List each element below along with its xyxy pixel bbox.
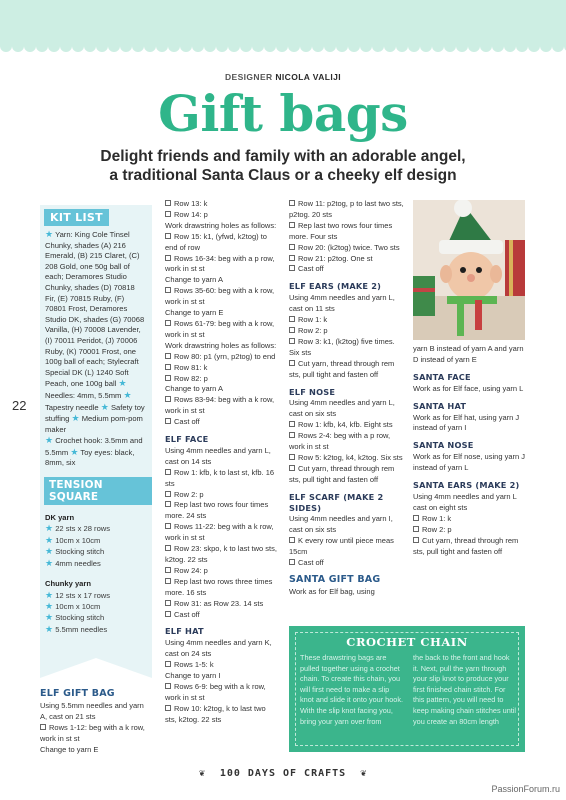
instruction-line <box>165 704 278 726</box>
checkbox-icon[interactable] <box>413 537 419 543</box>
checkbox-icon[interactable] <box>289 222 295 228</box>
leaf-icon: ❦ <box>360 768 368 779</box>
instruction-line <box>165 446 278 468</box>
instruction-text: Rep last two rows three times more. 16 sts <box>165 576 273 597</box>
instruction-line <box>289 264 406 275</box>
instruction-line <box>165 341 278 352</box>
santa-hat-text: Work as for Elf hat, using yarn J instead of yarn I <box>413 412 520 433</box>
checkbox-icon[interactable] <box>289 465 295 471</box>
tension-item: Stocking stitch <box>55 613 105 623</box>
tension-item: Stocking stitch <box>55 547 105 557</box>
instruction-text: Work drawstring holes as follows: <box>165 340 277 350</box>
subtitle-line-2: a traditional Santa Claus or a cheeky elf design <box>109 167 457 184</box>
instruction-text: Cut yarn, thread through rem sts, pull tight and fasten off <box>289 463 395 484</box>
checkbox-icon[interactable] <box>165 255 171 261</box>
crochet-chain-heading: CROCHET CHAIN <box>346 635 468 649</box>
elf-gift-bag-heading: ELF GIFT BAG <box>40 688 115 699</box>
santa-face-heading: SANTA FACE <box>413 371 471 382</box>
instruction-text: Rep last two rows four times more. 24 sts <box>165 500 269 521</box>
instruction-text: Row 5: k2tog, k4, k2tog. Six sts <box>298 452 403 462</box>
instruction-line <box>165 544 278 566</box>
instruction-line <box>413 492 527 514</box>
instruction-text: Change to yarn E <box>165 308 224 318</box>
instruction-line <box>289 464 406 486</box>
designer-name: NICOLA VALIJI <box>275 72 342 82</box>
instruction-text: Change to yarn I <box>165 671 221 681</box>
magazine-footer <box>0 768 566 779</box>
kit-item: Safety toy stuffing <box>45 402 145 424</box>
instruction-text: Cast off <box>174 609 200 619</box>
instruction-line <box>289 326 406 337</box>
instruction-text: K every row until piece meas 15cm <box>289 536 394 557</box>
instruction-text: Row 11: p2tog, p to last two sts, p2tog. 20 sts <box>289 199 404 219</box>
instruction-text: Cast off <box>174 417 200 427</box>
page-number: 22 <box>12 398 27 413</box>
instruction-text: Row 21: p2tog. One st <box>298 253 373 263</box>
checkbox-icon[interactable] <box>413 526 419 532</box>
instruction-line <box>165 577 278 599</box>
instruction-line <box>165 199 278 210</box>
page-title: Gift bags <box>158 84 408 143</box>
instruction-line <box>165 352 278 363</box>
checkbox-icon[interactable] <box>289 244 295 250</box>
instruction-text: Row 1: kfb, k4, kfb. Eight sts <box>298 420 393 430</box>
crochet-text-right: the back to the front and hook it. Next, pull the yarn through your slip knot to produce your first finished chain stitch. For this pattern, you will need to keep making chain stitches until you create an 80cm length <box>413 653 517 726</box>
instruction-text: Using 4mm needles and yarn L, cast on 14 sts <box>165 445 271 466</box>
tension-item: 10cm x 10cm <box>55 601 101 611</box>
star-icon: ★ <box>45 229 54 239</box>
santa-nose-heading: SANTA NOSE <box>413 440 474 451</box>
instruction-line <box>289 221 406 243</box>
kit-item: Tapestry needle <box>45 402 99 412</box>
instruction-line <box>165 417 278 428</box>
instruction-text: Row 23: skpo, k to last two sts, k2tog. 22 sts <box>165 544 277 564</box>
instruction-line <box>165 395 278 417</box>
kit-item: Needles: 4mm, 5.5mm <box>45 390 122 400</box>
instruction-line <box>289 398 406 420</box>
checkbox-icon[interactable] <box>165 578 171 584</box>
instruction-text: Rows 61-79: beg with a k row, work in st st <box>165 318 275 339</box>
instruction-text: Rows 35-60: beg with a k row, work in st st <box>165 286 275 307</box>
checkbox-icon[interactable] <box>289 255 295 261</box>
checkbox-icon[interactable] <box>165 705 171 711</box>
checkbox-icon[interactable] <box>165 287 171 293</box>
checkbox-icon[interactable] <box>165 211 171 217</box>
subtitle-line-1: Delight friends and family with an adorable angel, <box>100 148 466 165</box>
kit-list-panel <box>40 205 152 642</box>
watermark: PassionForum.ru <box>491 784 560 794</box>
star-icon: ★ <box>100 401 109 412</box>
instruction-text: Row 1: k <box>422 513 452 523</box>
page-subtitle <box>60 147 506 185</box>
instruction-line <box>165 468 278 490</box>
instruction-line <box>165 254 278 276</box>
instruction-text: Cast off <box>298 264 324 274</box>
instruction-text: Row 3: k1, (k2tog) five times. Six sts <box>289 336 395 357</box>
tension-item: 5.5mm needles <box>55 624 108 634</box>
checkbox-icon[interactable] <box>413 515 419 521</box>
checkbox-icon[interactable] <box>165 320 171 326</box>
instruction-line <box>289 359 406 381</box>
star-icon: ★ <box>70 446 79 457</box>
kit-item: Medium pom-pom maker <box>45 414 143 434</box>
top-scallop-border <box>0 0 566 58</box>
instruction-text: Cut yarn, thread through rem sts, pull tight and fasten off <box>289 358 395 379</box>
checkbox-icon[interactable] <box>165 200 171 206</box>
instruction-text: Cut yarn, thread through rem sts, pull tight and fasten off <box>413 535 519 556</box>
instruction-line <box>165 671 278 682</box>
checkbox-icon[interactable] <box>289 454 295 460</box>
instruction-text: Change to yarn A <box>165 275 223 285</box>
instruction-text: Using 4mm needles and yarn K, cast on 24 sts <box>165 638 272 659</box>
crochet-text-left: These drawstring bags are pulled together using a crochet chain. To create this chain, you will first need to make a slip knot and slide it onto your hook. With the slip knot facing you, bring your yarn over from <box>300 653 404 726</box>
star-icon: ★ <box>45 534 54 545</box>
kit-item: Yarn: King Cole Tinsel Chunky, shades (A) 216 Emerald, (B) 215 Claret, (C) 208 Gold, one 50g ball of each; Deramores Studio Chunky, shades (D) 70818 Fir, (E) 70815 Ruby, (F) 70801 Frost, Deramores Studio DK, shades (G) 70068 Vanilla, (H) 70008 Lavender, (I) 70011 Peridot, (J) 70006 Ruby, (K) 70001 Frost, one 100g ball of each; Stylecraft Special DK (L) 1240 Soft Peach, one 100g ball <box>45 230 145 389</box>
instruction-line <box>289 514 406 536</box>
instruction-line <box>289 420 406 431</box>
instruction-line <box>289 254 406 265</box>
instruction-line <box>165 319 278 341</box>
checkbox-icon[interactable] <box>165 364 171 370</box>
instruction-line <box>165 286 278 308</box>
star-icon: ★ <box>45 589 54 600</box>
instruction-line <box>289 315 406 326</box>
star-icon: ★ <box>45 612 54 623</box>
checkbox-icon[interactable] <box>165 396 171 402</box>
instruction-line <box>165 384 278 395</box>
instruction-line <box>289 243 406 254</box>
checkbox-icon[interactable] <box>165 353 171 359</box>
instruction-text: Row 31: as Row 23. 14 sts <box>174 598 264 608</box>
elf-nose-heading: ELF NOSE <box>289 386 336 397</box>
instruction-text: Row 81: k <box>174 362 208 372</box>
instruction-line <box>165 500 278 522</box>
pattern-column-2 <box>165 199 278 726</box>
instruction-line <box>289 558 406 569</box>
instruction-line <box>165 682 278 704</box>
pattern-column-4 <box>413 344 527 557</box>
instruction-line <box>165 374 278 385</box>
instruction-line <box>289 536 406 558</box>
checkbox-icon[interactable] <box>289 360 295 366</box>
elf-gift-bag-intro: Using 5.5mm needles and yarn A, cast on 21 sts <box>40 700 144 721</box>
instruction-text: Rep last two rows four times more. Four sts <box>289 220 393 241</box>
checkbox-icon[interactable] <box>165 469 171 475</box>
col4-intro: yarn B instead of yarn A and yarn D instead of yarn E <box>413 344 524 364</box>
checkbox-icon[interactable] <box>289 327 295 333</box>
checkbox-icon[interactable] <box>165 611 171 617</box>
instruction-line <box>165 210 278 221</box>
checkbox-icon[interactable] <box>289 559 295 565</box>
instruction-text: Row 10: k2tog, k to last two sts, k2tog. 22 sts <box>165 703 266 724</box>
instruction-text: Cast off <box>298 558 324 568</box>
instruction-line <box>165 566 278 577</box>
instruction-text: Row 1: kfb, k to last st, kfb. 16 sts <box>165 467 275 488</box>
designer-credit <box>0 72 566 82</box>
instruction-line <box>413 525 527 536</box>
tension-chunky-group <box>40 579 152 635</box>
checkbox-icon[interactable] <box>165 375 171 381</box>
footer-text: 100 DAYS OF CRAFTS <box>219 768 347 779</box>
crochet-chain-box <box>289 626 525 752</box>
instruction-line <box>165 232 278 254</box>
instruction-text: Work drawstring holes as follows: <box>165 220 277 230</box>
tension-item: 12 sts x 17 rows <box>55 590 111 600</box>
checkbox-icon[interactable] <box>289 316 295 322</box>
instruction-line <box>289 199 406 221</box>
instruction-text: Rows 1-5: k <box>174 660 214 670</box>
checkbox-icon[interactable] <box>289 338 295 344</box>
santa-hat-heading: SANTA HAT <box>413 400 467 411</box>
santa-face-text: Work as for Elf face, using yarn L <box>413 383 524 393</box>
instruction-text: Change to yarn A <box>165 384 223 394</box>
kit-item: Crochet hook: 3.5mm and 5.5mm <box>45 436 143 457</box>
instruction-text: Row 13: k <box>174 199 208 208</box>
checkbox-icon[interactable] <box>289 421 295 427</box>
instruction-line <box>413 536 527 558</box>
checkbox-icon[interactable] <box>165 661 171 667</box>
star-icon: ★ <box>45 623 54 634</box>
instruction-line <box>165 363 278 374</box>
star-icon: ★ <box>45 600 54 611</box>
instruction-text: Row 20: (k2tog) twice. Two sts <box>298 242 400 252</box>
star-icon: ★ <box>45 435 54 446</box>
tension-chunky-heading: Chunky yarn <box>45 579 91 589</box>
elf-face-heading: ELF FACE <box>165 434 209 445</box>
instruction-line <box>165 275 278 286</box>
instruction-text: Row 1: k <box>298 315 328 325</box>
designer-label: DESIGNER <box>224 72 273 82</box>
santa-nose-text: Work as for Elf nose, using yarn J instead of yarn L <box>413 452 525 473</box>
elf-hat-heading: ELF HAT <box>165 626 204 637</box>
tension-item: 10cm x 10cm <box>55 535 101 545</box>
instruction-text: Rows 83-94: beg with a k row, work in st st <box>165 395 275 416</box>
instruction-line <box>165 660 278 671</box>
instruction-line <box>413 514 527 525</box>
instruction-text: Rows 16-34: beg with a p row, work in st st <box>165 253 275 274</box>
tension-square-heading: TENSION SQUARE <box>44 477 152 505</box>
instruction-line <box>289 431 406 453</box>
instruction-text: Using 4mm needles and yarn L cast on eight sts <box>413 491 517 512</box>
instruction-line <box>165 599 278 610</box>
instruction-text: Rows 6-9: beg with a k row, work in st st <box>165 681 266 702</box>
checkbox-icon[interactable] <box>165 523 171 529</box>
instruction-text: Row 82: p <box>174 373 208 383</box>
santa-ears-heading: SANTA EARS (MAKE 2) <box>413 480 520 491</box>
checkbox-icon[interactable] <box>289 200 295 206</box>
elf-gift-bag-section <box>40 683 152 755</box>
instruction-line: Change to yarn E <box>40 744 99 754</box>
instruction-text: Row 15: k1, (yfwd, k2tog) to end of row <box>165 231 267 252</box>
star-icon: ★ <box>123 389 132 400</box>
star-icon: ★ <box>45 557 54 568</box>
instruction-text: Row 80: p1 (yrn, p2tog) to end <box>174 351 276 361</box>
instruction-line <box>165 638 278 660</box>
checkbox-icon[interactable] <box>165 600 171 606</box>
instruction-line <box>165 308 278 319</box>
kit-panel-pennant-tip <box>40 640 152 678</box>
checkbox-icon[interactable] <box>165 501 171 507</box>
star-icon: ★ <box>45 546 54 557</box>
checkbox-icon[interactable] <box>289 537 295 543</box>
instruction-line <box>165 522 278 544</box>
kit-item: Toy eyes: black, 8mm, six <box>45 447 135 468</box>
instruction-text: Row 14: p <box>174 209 208 219</box>
instruction-text: Row 24: p <box>174 565 208 575</box>
leaf-icon: ❦ <box>198 768 206 779</box>
santa-gift-bag-heading: SANTA GIFT BAG <box>289 574 381 585</box>
instruction-line <box>165 221 278 232</box>
kit-list-body <box>40 226 152 469</box>
instruction-text: Rows 11-22: beg with a k row, work in st st <box>165 522 274 543</box>
instruction-line <box>289 453 406 464</box>
instruction-text: Using 4mm needles and yarn L, cast on six sts <box>289 398 395 419</box>
checkbox-icon[interactable] <box>165 491 171 497</box>
instruction-text: Using 4mm needles and yarn L, cast on 11 sts <box>289 293 395 314</box>
tension-dk-heading: DK yarn <box>45 513 75 523</box>
pattern-column-3 <box>289 199 406 598</box>
instruction-text: Row 2: p <box>422 524 452 534</box>
checkbox-icon[interactable] <box>289 432 295 438</box>
santa-gift-bag-text: Work as for Elf bag, using <box>289 586 375 596</box>
checkbox-icon[interactable] <box>165 545 171 551</box>
instruction-line <box>165 610 278 621</box>
elf-ears-heading: ELF EARS (MAKE 2) <box>289 281 382 292</box>
elf-scarf-heading: ELF SCARF (MAKE 2 SIDES) <box>289 491 384 513</box>
tension-item: 22 sts x 28 rows <box>55 524 111 534</box>
tension-dk-group <box>40 513 152 569</box>
star-icon: ★ <box>71 413 80 424</box>
checkbox-icon[interactable] <box>165 567 171 573</box>
tension-item: 4mm needles <box>55 558 101 568</box>
checkbox-icon[interactable] <box>165 233 171 239</box>
instruction-line: Rows 1-12: beg with a k row, work in st st <box>40 722 145 743</box>
instruction-line <box>165 490 278 501</box>
instruction-text: Rows 2-4: beg with a p row, work in st st <box>289 431 391 452</box>
checkbox-icon[interactable] <box>40 724 46 730</box>
instruction-line <box>289 337 406 359</box>
instruction-text: Row 2: p <box>174 489 204 499</box>
instruction-text: Row 2: p <box>298 325 328 335</box>
checkbox-icon[interactable] <box>289 265 295 271</box>
checkbox-icon[interactable] <box>165 683 171 689</box>
star-icon: ★ <box>45 523 54 534</box>
elf-gift-bag-photo <box>413 200 525 340</box>
checkbox-icon[interactable] <box>165 418 171 424</box>
kit-list-heading: KIT LIST <box>44 209 109 226</box>
instruction-line <box>289 293 406 315</box>
instruction-text: Using 4mm needles and yarn I, cast on six sts <box>289 514 393 535</box>
star-icon: ★ <box>118 378 127 389</box>
